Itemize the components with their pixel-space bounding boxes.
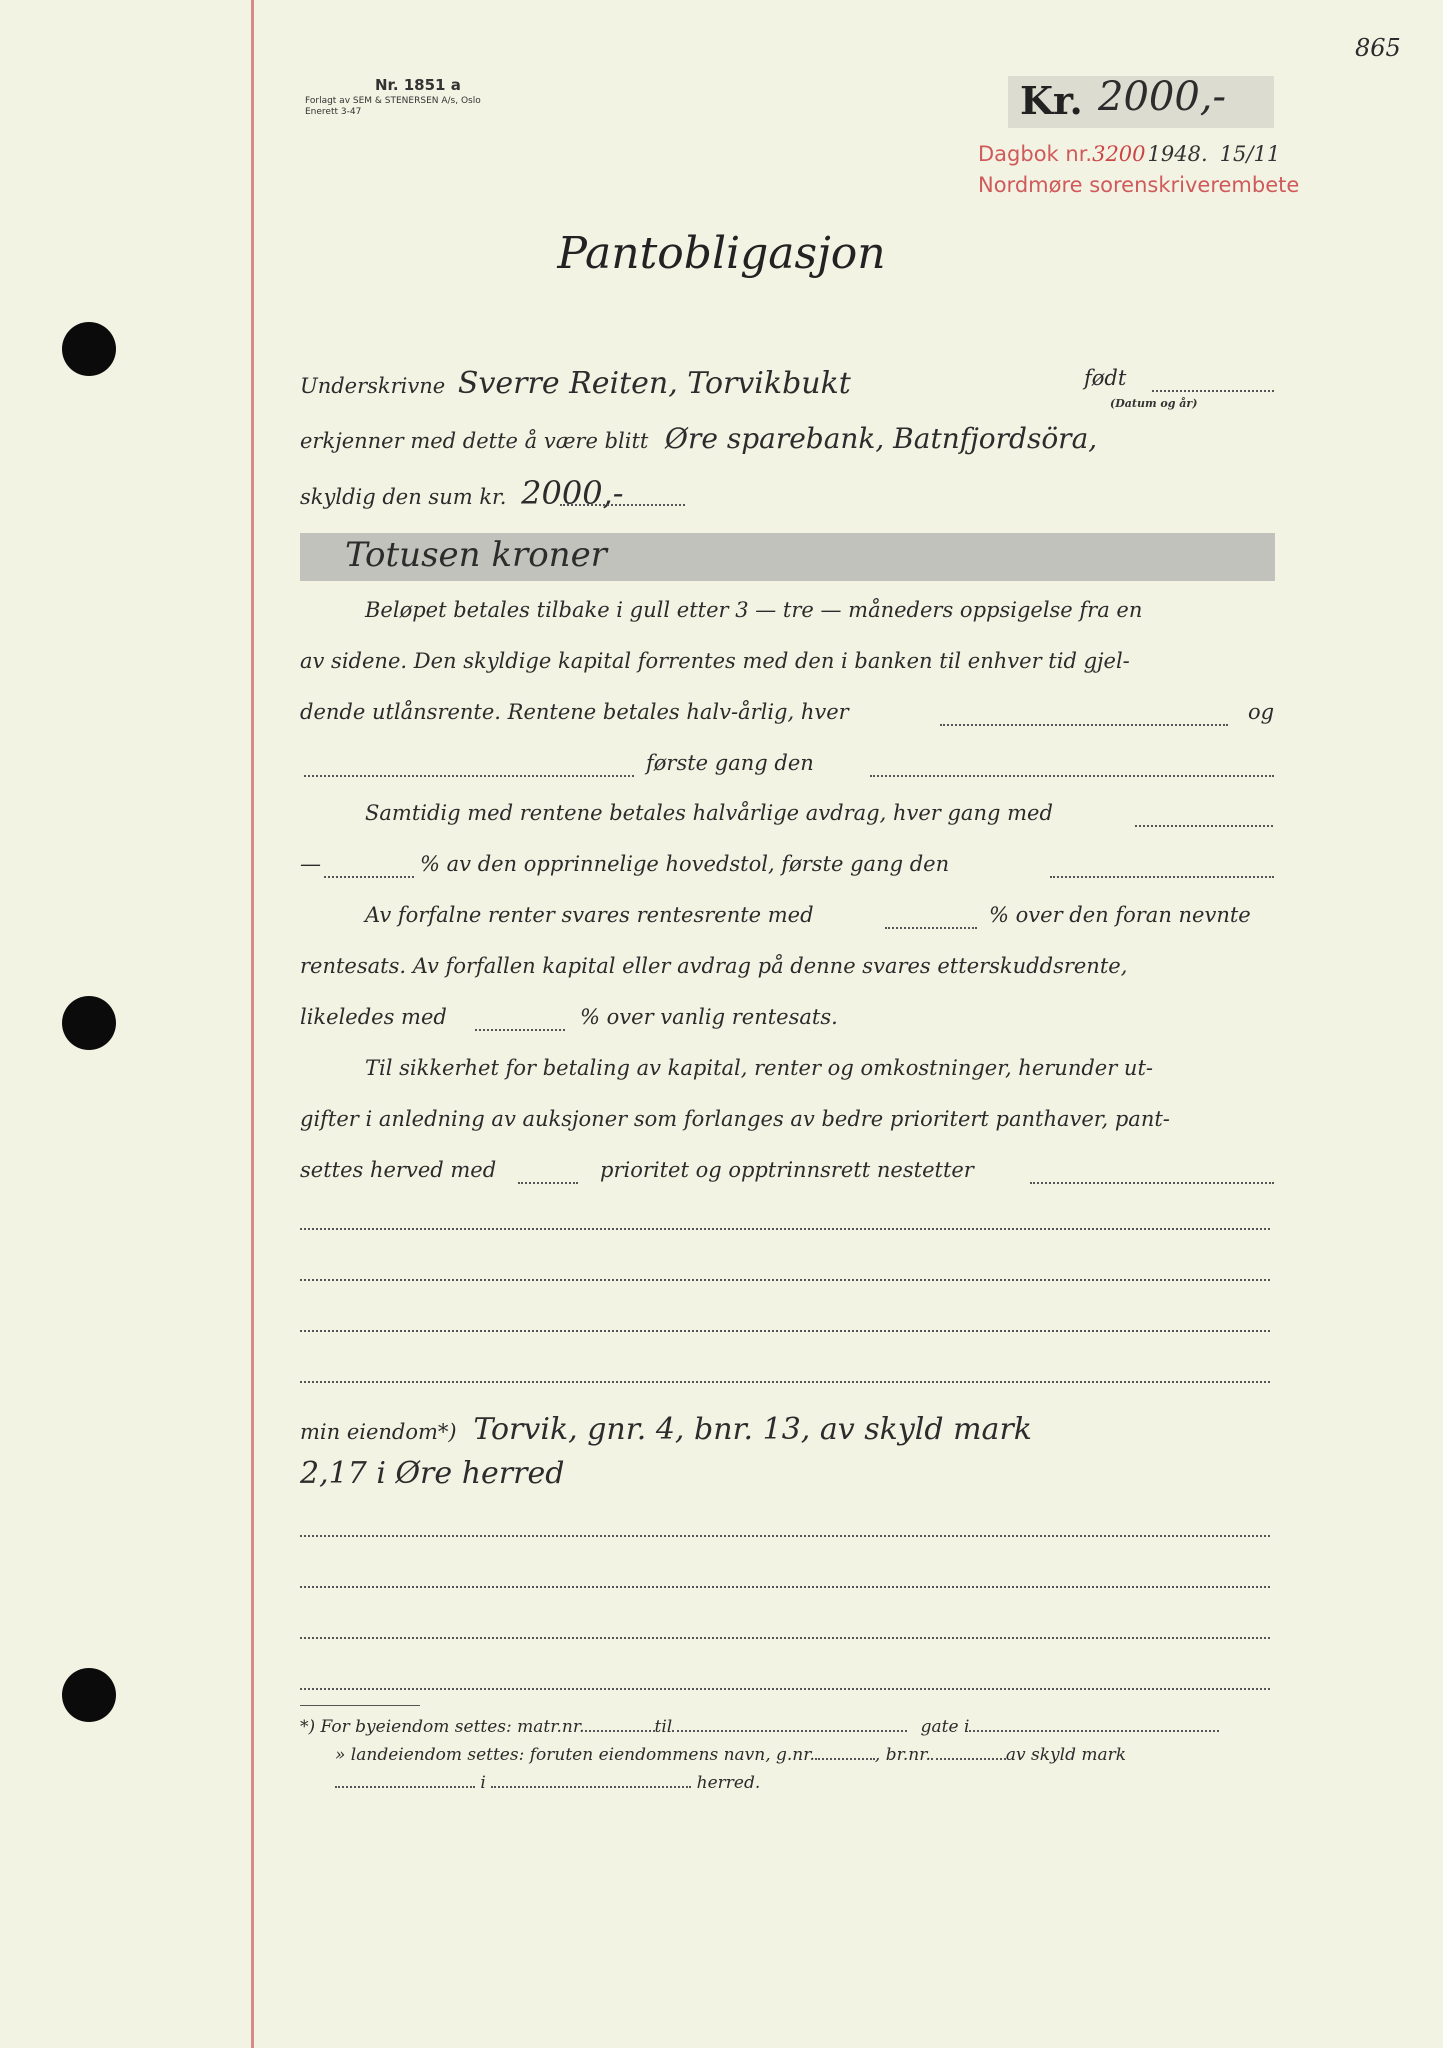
row-eiendom-2 (300, 1456, 1280, 1491)
margin-rule (251, 0, 254, 2048)
footnote-3-dots-b (491, 1782, 691, 1788)
body-line-12a: settes herved med (300, 1158, 497, 1182)
body-line-7b: % over den foran nevnte (989, 903, 1251, 927)
body-line-6-dots-b (1050, 872, 1274, 878)
punch-hole-middle (62, 996, 116, 1050)
printer-imprint (305, 76, 481, 117)
row-underskrivne (300, 366, 1280, 401)
creditor-value: Øre sparebank, Batnfjordsöra, (665, 422, 1098, 455)
footnote-3b: herred. (696, 1773, 761, 1793)
blank-line-3 (300, 1330, 1270, 1332)
footnote-2a: » landeiendom settes: foruten eiendommens navn, g.nr. (335, 1745, 815, 1765)
stamp-date: 15/11 (1219, 142, 1281, 166)
body-line-9a: likeledes med (300, 1005, 447, 1029)
footnote-1c: gate i (920, 1717, 970, 1737)
footnote-2-dots-a (815, 1754, 875, 1760)
publisher-rights: Enerett 3-47 (305, 107, 362, 117)
body-line-7-dots (885, 923, 977, 929)
underskrivne-value: Sverre Reiten, Torvikbukt (457, 366, 851, 401)
footnote-3-dots-a (335, 1782, 475, 1788)
row-skyldig (300, 474, 1280, 512)
footnote-2c: av skyld mark (1005, 1745, 1127, 1765)
footnote-rule (300, 1705, 420, 1706)
registry-stamp-office: Nordmøre sorenskriverembete (978, 173, 1300, 197)
footnote-3a: i (480, 1773, 486, 1793)
eiendom-value-1: Torvik, gnr. 4, bnr. 13, av skyld mark (473, 1412, 1032, 1447)
body-line-12b: prioritet og opptrinnsrett nestetter (600, 1158, 974, 1182)
fodt-label: født (1084, 366, 1127, 390)
footnote-1a: *) For byeiendom settes: matr.nr. (300, 1717, 585, 1737)
body-line-7 (365, 903, 1275, 927)
body-line-5 (365, 801, 1275, 825)
blank-line-7 (300, 1637, 1270, 1639)
publisher-line: Forlagt av SEM & STENERSEN A/s, Oslo (305, 96, 481, 106)
punch-hole-top (62, 322, 116, 376)
skyldig-label: skyldig den sum kr. (300, 485, 507, 509)
body-line-12-dots-b (1030, 1178, 1274, 1184)
sum-dots (560, 500, 685, 506)
body-line-7a: Av forfalne renter svares rentesrente med (365, 903, 814, 927)
row-eiendom (300, 1412, 1280, 1447)
dagbok-number: 3200 (1092, 142, 1146, 166)
body-line-6-dots-a (324, 872, 414, 878)
eiendom-value-2: 2,17 i Øre herred (300, 1456, 565, 1491)
blank-line-8 (300, 1688, 1270, 1690)
footnote-1-dots-a (585, 1726, 655, 1732)
stamp-year: 1948. (1147, 142, 1208, 166)
body-line-11: gifter i anledning av auksjoner som forlanges av bedre prioritert panthaver, pant- (300, 1107, 1170, 1131)
body-line-3b: og (1248, 700, 1275, 724)
footnote-1-dots-c (969, 1726, 1219, 1732)
sum-words: Totusen kroner (345, 535, 607, 575)
footnote-line-2 (335, 1745, 1126, 1765)
body-line-12 (300, 1158, 1280, 1182)
body-line-10: Til sikkerhet for betaling av kapital, renter og omkostninger, herunder ut- (365, 1056, 1153, 1080)
blank-line-5 (300, 1535, 1270, 1537)
body-line-6b: % av den opprinnelige hovedstol, første gang den (420, 852, 950, 876)
body-line-4-dots-a (304, 771, 634, 777)
body-line-8: rentesats. Av forfallen kapital eller avdrag på denne svares etterskuddsrente, (300, 954, 1128, 978)
fodt-dots (1152, 386, 1274, 392)
body-line-3 (300, 700, 1280, 724)
footnote-2-dots-b (931, 1754, 1006, 1760)
blank-line-6 (300, 1586, 1270, 1588)
body-line-9 (300, 1005, 1280, 1029)
blank-line-1 (300, 1228, 1270, 1230)
punch-hole-bottom (62, 1668, 116, 1722)
erkjenner-label: erkjenner med dette å være blitt (300, 429, 649, 453)
body-line-3-dots (940, 720, 1228, 726)
footnote-2b: , br.nr. (874, 1745, 931, 1765)
datum-note: (Datum og år) (1110, 397, 1198, 410)
amount-label: Kr. (1020, 78, 1083, 123)
body-line-4-dots-b (870, 771, 1274, 777)
body-line-6a: — (300, 852, 321, 876)
body-line-5-dots (1135, 821, 1273, 827)
dagbok-label: Dagbok nr. (978, 142, 1093, 166)
eiendom-label: min eiendom*) (300, 1420, 457, 1444)
sum-value: 2000,- (521, 474, 624, 512)
registry-stamp-dagbok (978, 142, 1280, 166)
body-line-9b: % over vanlig rentesats. (580, 1005, 838, 1029)
folio-number: 865 (1355, 34, 1401, 62)
body-line-1: Beløpet betales tilbake i gull etter 3 — tre — måneders oppsigelse fra en (365, 598, 1143, 622)
row-erkjenner (300, 422, 1280, 455)
body-line-9-dots (475, 1025, 565, 1031)
blank-line-2 (300, 1279, 1270, 1281)
footnote-1-dots-b (672, 1726, 907, 1732)
blank-line-4 (300, 1381, 1270, 1383)
form-number: Nr. 1851 a (375, 76, 461, 94)
document-title: Pantobligasjon (557, 228, 886, 279)
body-line-5-text: Samtidig med rentene betales halvårlige avdrag, hver gang med (365, 801, 1053, 825)
footnote-1b: til (654, 1717, 673, 1737)
underskrivne-label: Underskrivne (300, 374, 446, 398)
body-line-12-dots-a (518, 1178, 578, 1184)
body-line-6 (300, 852, 1280, 876)
body-line-3a: dende utlånsrente. Rentene betales halv-årlig, hver (300, 700, 849, 724)
body-line-4-text: første gang den (646, 751, 814, 775)
footnote-line-3 (335, 1773, 760, 1793)
amount-value: 2000,- (1098, 74, 1227, 120)
footnote-line-1 (300, 1717, 1219, 1737)
body-line-2: av sidene. Den skyldige kapital forrentes med den i banken til enhver tid gjel- (300, 649, 1130, 673)
